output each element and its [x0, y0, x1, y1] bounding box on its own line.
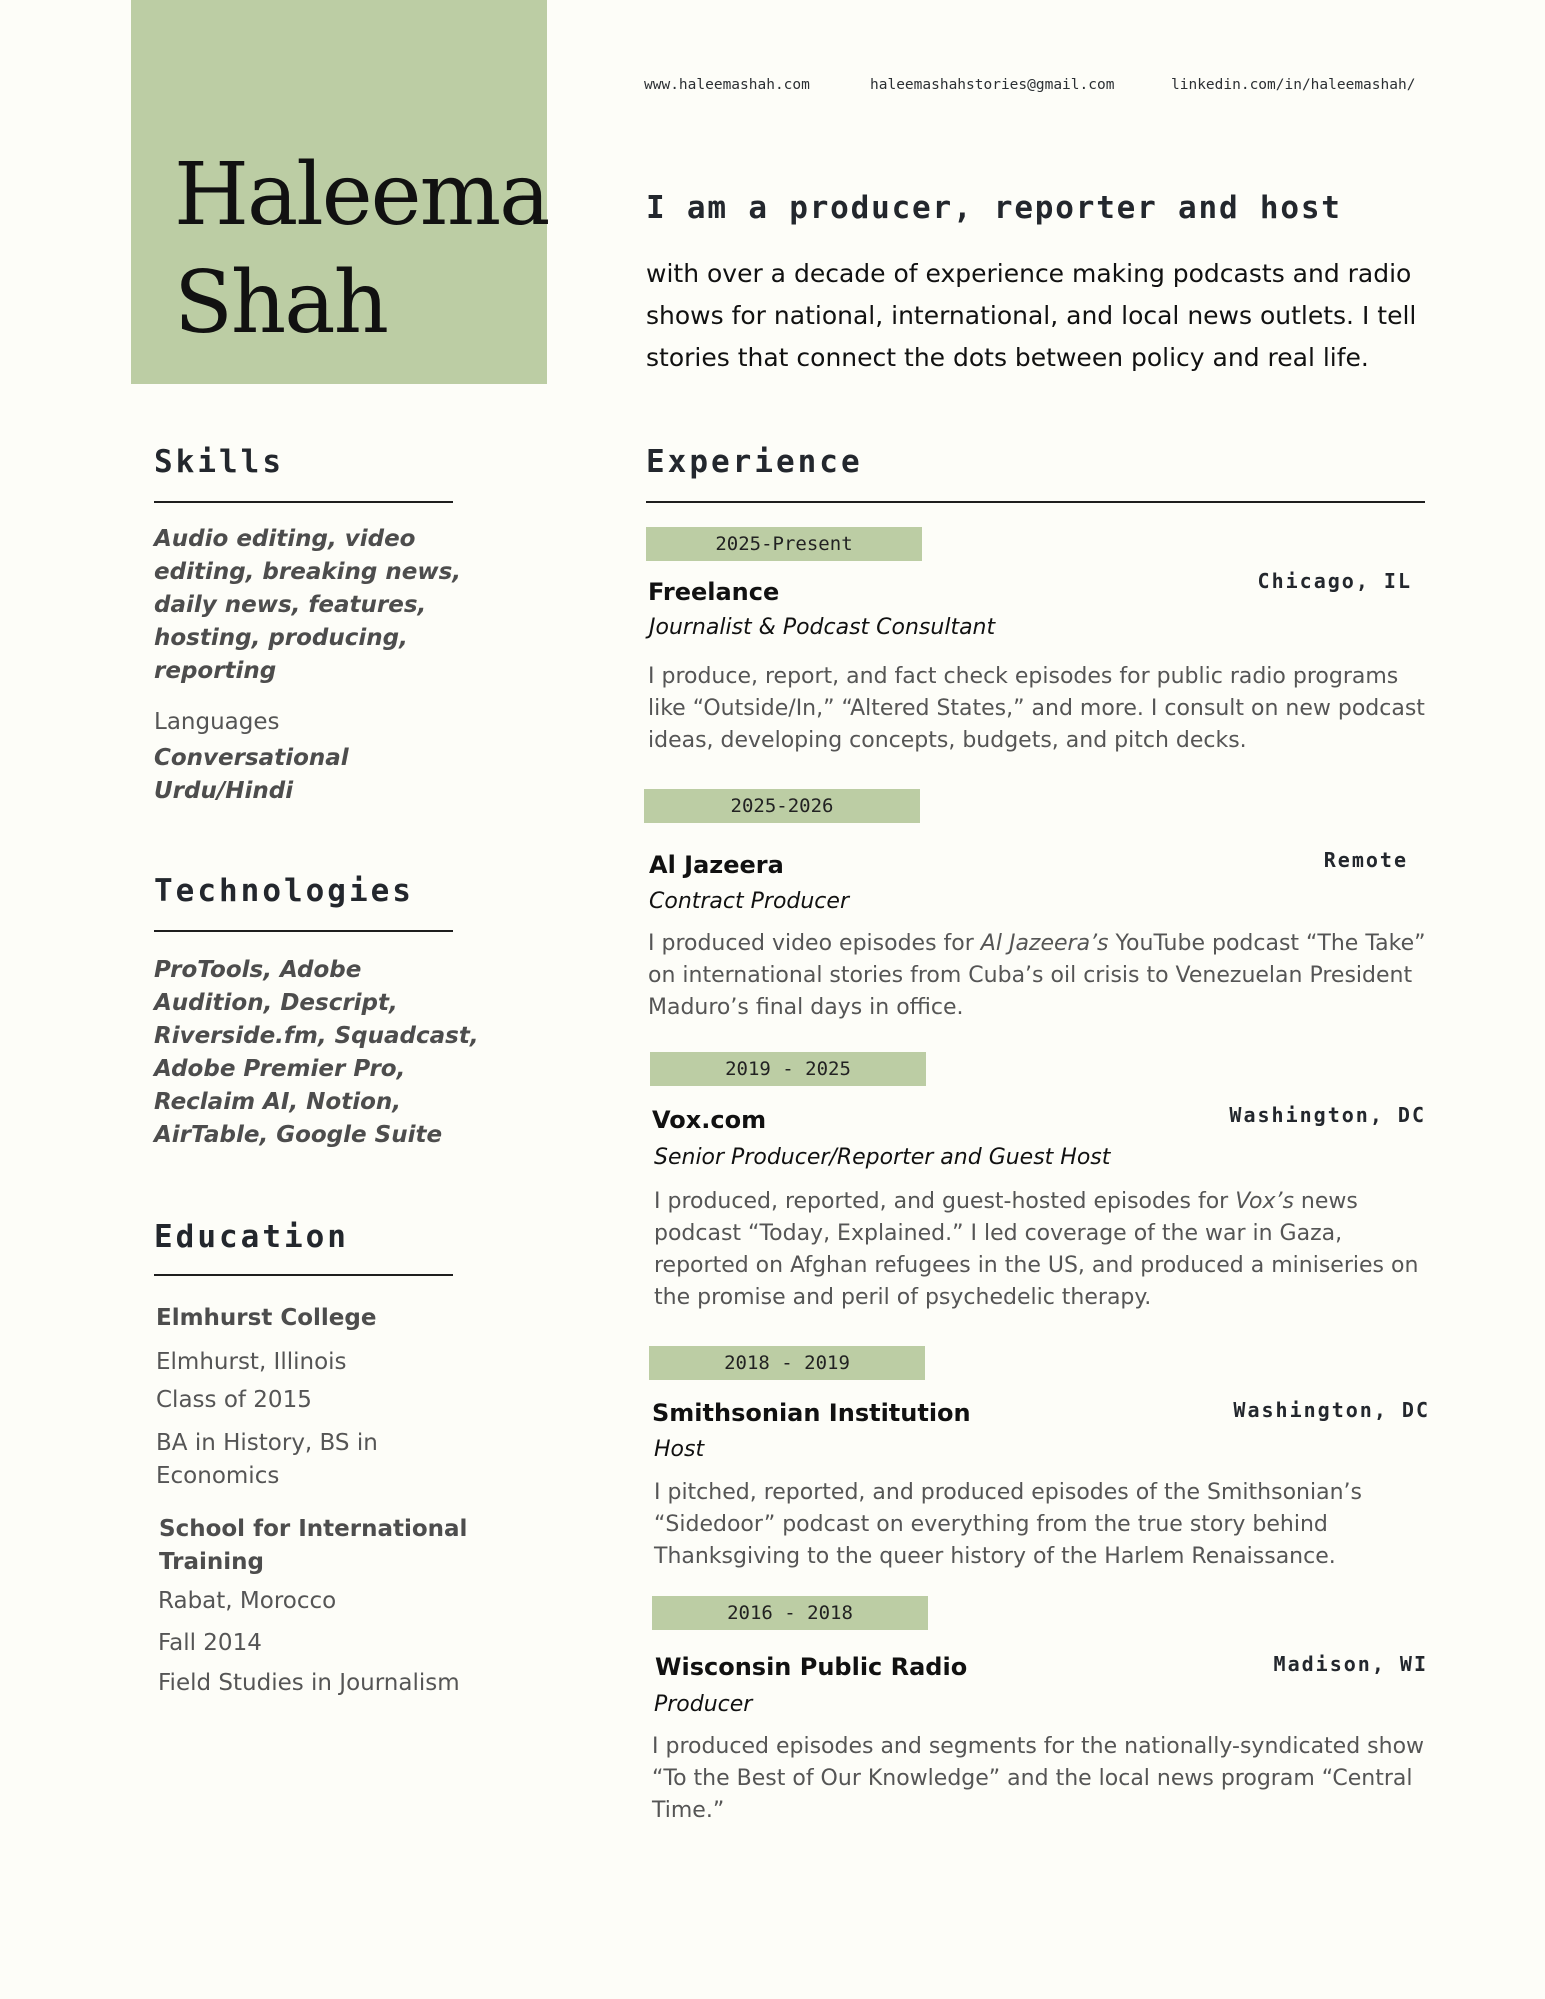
experience-heading: Experience: [646, 444, 863, 480]
job-dates: 2018 - 2019: [649, 1346, 925, 1380]
job-location: Chicago, IL: [1257, 569, 1412, 593]
experience-divider: [646, 501, 1425, 503]
job-dates: 2025-2026: [644, 789, 920, 823]
job-location: Madison, WI: [1273, 1652, 1428, 1676]
languages-value: Conversational Urdu/Hindi: [154, 745, 349, 804]
website-link[interactable]: www.haleemashah.com: [644, 77, 810, 93]
job-role: Host: [654, 1437, 705, 1462]
job-description: I produce, report, and fact check episodes for public radio programs like “Outside/In,” “Altered States,” and more. I consult on new podcast ideas, developing concepts, budgets, and pitch decks.: [648, 664, 1425, 753]
job-org: Smithsonian Institution: [652, 1399, 971, 1427]
education-divider: [154, 1274, 453, 1276]
school-date: Class of 2015: [156, 1387, 312, 1413]
skills-list: Audio editing, video editing, breaking news, daily news, features, hosting, producing, reporting: [154, 526, 462, 684]
job-role: Contract Producer: [649, 889, 849, 914]
job-role: Producer: [654, 1692, 753, 1717]
job-location: Remote: [1323, 848, 1408, 872]
job-org: Vox.com: [652, 1106, 767, 1134]
linkedin-link[interactable]: linkedin.com/in/haleemashah/: [1171, 77, 1416, 93]
school-degree: BA in History, BS in Economics: [156, 1430, 378, 1489]
languages-label: Languages: [154, 709, 280, 735]
job-role: Journalist & Podcast Consultant: [649, 615, 996, 640]
intro-body: with over a decade of experience making podcasts and radio shows for national, international, and local news outlets. I tell stories that connect the dots between policy and real life.: [646, 259, 1417, 372]
job-org: Freelance: [648, 578, 780, 606]
job-location: Washington, DC: [1229, 1103, 1426, 1127]
intro-heading: I am a producer, reporter and host: [646, 190, 1342, 226]
job-description: I produced episodes and segments for the nationally-syndicated show “To the Best of Our Knowledge” and the local news program “Central Time.”: [652, 1734, 1425, 1823]
job-location: Washington, DC: [1233, 1398, 1430, 1422]
technologies-list: ProTools, Adobe Audition, Descript, Riverside.fm, Squadcast, Adobe Premier Pro, Reclaim AI, Notion, AirTable, Google Suite: [154, 957, 479, 1148]
school-program: Field Studies in Journalism: [158, 1670, 460, 1696]
skills-heading: Skills: [154, 444, 284, 480]
school-name: School for International Training: [159, 1516, 468, 1575]
education-heading: Education: [154, 1219, 349, 1255]
job-org: Al Jazeera: [649, 851, 784, 879]
skills-divider: [154, 501, 453, 503]
job-description: I produced, reported, and guest-hosted episodes for Vox’s news podcast “Today, Explained.” I led coverage of the war in Gaza, reported on Afghan refugees in the US, and produced a miniseries on the promise and peril of psychedelic therapy.: [654, 1189, 1419, 1310]
last-name: Shah: [174, 253, 387, 353]
email-link[interactable]: haleemashahstories@gmail.com: [870, 77, 1115, 93]
job-role: Senior Producer/Reporter and Guest Host: [654, 1145, 1111, 1170]
technologies-divider: [154, 930, 453, 932]
job-dates: 2019 - 2025: [650, 1052, 926, 1086]
first-name: Haleema: [174, 145, 549, 245]
school-date: Fall 2014: [158, 1630, 262, 1656]
name-block: [131, 0, 547, 384]
job-dates: 2016 - 2018: [652, 1596, 928, 1630]
job-description: I produced video episodes for Al Jazeera’s YouTube podcast “The Take” on international stories from Cuba’s oil crisis to Venezuelan President Maduro’s final days in office.: [648, 931, 1426, 1020]
school-name: Elmhurst College: [156, 1305, 377, 1331]
school-location: Rabat, Morocco: [158, 1588, 337, 1614]
job-dates: 2025-Present: [646, 527, 922, 561]
job-org: Wisconsin Public Radio: [655, 1653, 968, 1681]
technologies-heading: Technologies: [154, 873, 414, 909]
school-location: Elmhurst, Illinois: [156, 1349, 347, 1375]
job-description: I pitched, reported, and produced episodes of the Smithsonian’s “Sidedoor” podcast on everything from the true story behind Thanksgiving to the queer history of the Harlem Renaissance.: [654, 1480, 1362, 1569]
